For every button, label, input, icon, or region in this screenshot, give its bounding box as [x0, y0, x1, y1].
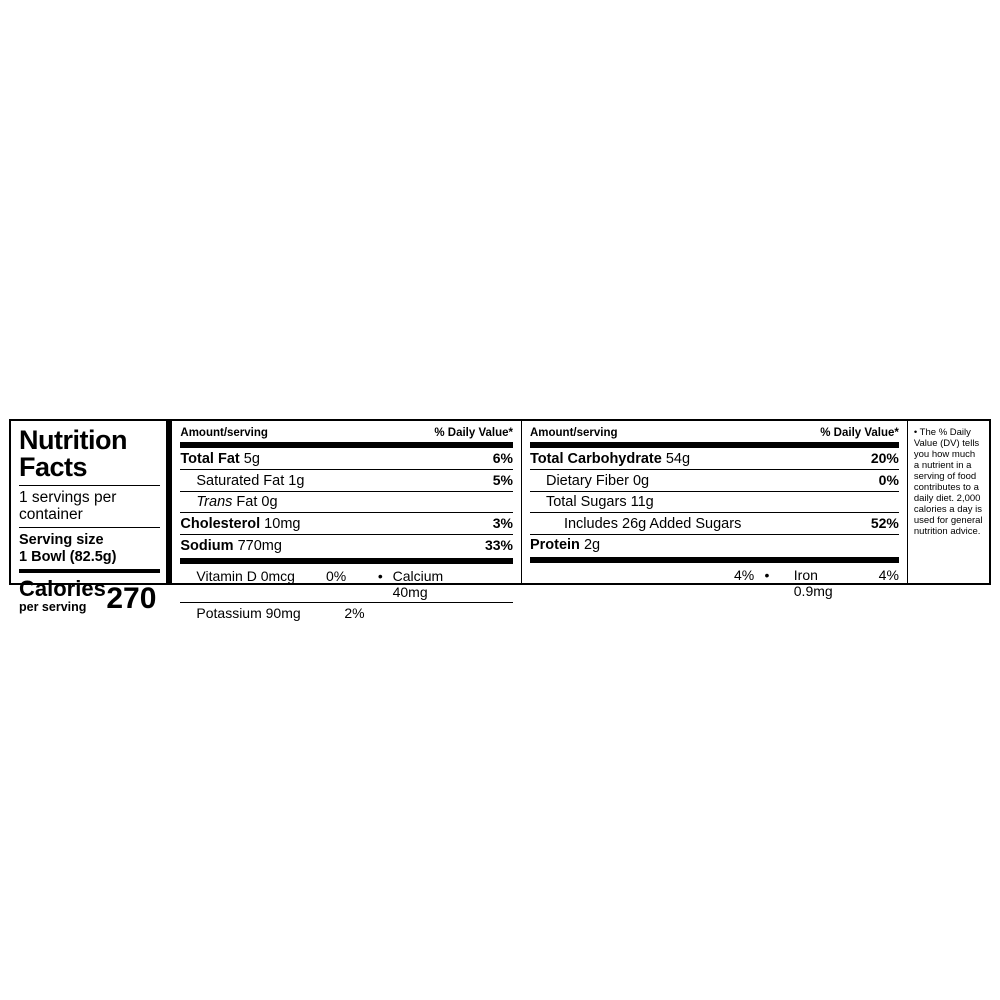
nutrient-name-total-carbohydrate [530, 451, 690, 467]
nutrient-dv-saturated-fat: 5% [492, 472, 513, 488]
servings-per-container: 1 servings per container [19, 489, 117, 523]
nutrient-amount: Fat 0g [236, 494, 278, 510]
vitamin-name-iron: Iron 0.9mg [793, 567, 833, 599]
nutrient-name-bold: Total Carbohydrate [529, 451, 662, 467]
nutrient-name-bold: Total Fat [180, 451, 240, 467]
percent-daily-value-header: % Daily Value* [434, 427, 513, 439]
nutrient-amount: 54g [661, 451, 691, 467]
amount-per-serving-header: Amount/serving [180, 427, 268, 439]
daily-value-footnote: • The % Daily Value (DV) tells you how much a nutrient in a serving of food contributes to a daily diet. 2,000 calories a day is used for general nutrition advice. [907, 421, 989, 583]
calories-per-serving-label: per serving [19, 600, 87, 614]
nutrient-dv-added-sugars: 52% [870, 515, 899, 531]
nutrient-dv-sodium: 33% [484, 537, 513, 553]
nutrient-name-saturated-fat: Saturated Fat 1g [196, 473, 305, 489]
calories-row [19, 577, 160, 614]
nutrient-row-total-carbohydrate [530, 448, 899, 470]
nutrient-row-sodium [180, 535, 513, 556]
nutrient-name-trans-fat [180, 494, 277, 510]
nutrient-amount: 770mg [233, 538, 282, 554]
separator-dot-icon: • [377, 568, 383, 584]
nutrient-name-italic: Trans [196, 494, 233, 510]
nutrient-name-dietary-fiber: Dietary Fiber 0g [545, 473, 650, 489]
nutrient-dv-cholesterol: 3% [492, 515, 513, 531]
vitamin-dv-calcium-continued: 4% [733, 567, 755, 583]
page-title [19, 427, 160, 481]
nutrients-column-right [522, 421, 907, 599]
vitamin-row-vitamin-d [180, 566, 513, 603]
serving-size-value: 1 Bowl (82.5g) [19, 549, 117, 565]
nutrient-name-bold: Protein [529, 537, 580, 553]
calories-label-group [19, 577, 106, 614]
nutrient-row-dietary-fiber [530, 470, 899, 492]
nutrient-name-cholesterol [180, 516, 300, 532]
calories-label: Calories [19, 576, 106, 601]
column-header-right [530, 427, 899, 440]
vitamin-row-spacer [530, 601, 899, 621]
nutrient-amount: 2g [579, 537, 601, 553]
vitamin-dv-iron: 4% [878, 567, 899, 583]
nutrient-row-saturated-fat [180, 470, 513, 492]
separator-dot-icon: • [764, 567, 770, 583]
nutrients-column-left [172, 421, 522, 621]
calories-value: 270 [106, 582, 157, 615]
nutrition-facts-title-line1: Nutrition [19, 425, 127, 455]
vitamin-row-potassium [180, 603, 513, 623]
divider-medium-calories [19, 569, 160, 573]
column-header-left [180, 427, 513, 440]
nutrient-row-total-fat [180, 448, 513, 470]
amount-per-serving-header-right: Amount/serving [529, 427, 618, 439]
vitamin-name-calcium: Calcium 40mg [392, 568, 444, 600]
vitamin-row-iron [530, 565, 899, 601]
divider-thin-top [19, 485, 160, 486]
vitamin-name-potassium: Potassium 90mg [196, 605, 301, 621]
vitamin-name-vitamin-d: Vitamin D 0mcg [196, 568, 295, 584]
nutrient-name-total-fat [180, 451, 260, 467]
nutrient-row-trans-fat [180, 492, 513, 513]
nutrient-row-added-sugars [530, 513, 899, 535]
nutrient-dv-dietary-fiber: 0% [878, 472, 899, 488]
nutrient-name-added-sugars: Includes 26g Added Sugars [563, 516, 742, 532]
vitamins-block-left [180, 558, 513, 623]
nutrient-name-protein [530, 537, 600, 553]
nutrient-name-total-sugars: Total Sugars 11g [545, 494, 654, 510]
divider-thin-servings [19, 527, 160, 528]
nutrient-amount: 5g [239, 451, 260, 467]
percent-daily-value-header-right: % Daily Value* [820, 427, 899, 439]
nutrient-dv-total-fat: 6% [492, 450, 513, 466]
vitamin-dv-potassium: 2% [344, 605, 365, 621]
nutrient-row-protein [530, 535, 899, 555]
nutrient-dv-total-carbohydrate: 20% [870, 450, 899, 466]
nutrient-row-cholesterol [180, 513, 513, 535]
nutrient-name-bold: Cholesterol [180, 516, 261, 532]
vitamins-block-right [530, 557, 899, 621]
nutrition-facts-title-line2: Facts [19, 452, 88, 482]
nutrient-name-sodium [180, 538, 282, 554]
nutrient-amount: 10mg [260, 516, 301, 532]
vitamin-dv-vitamin-d: 0% [326, 568, 347, 584]
nutrition-facts-panel [9, 419, 991, 621]
serving-size-label: Serving size [19, 532, 104, 548]
nutrient-row-total-sugars [530, 492, 899, 513]
nutrient-name-bold: Sodium [180, 538, 234, 554]
nutrition-summary-column [11, 421, 172, 615]
